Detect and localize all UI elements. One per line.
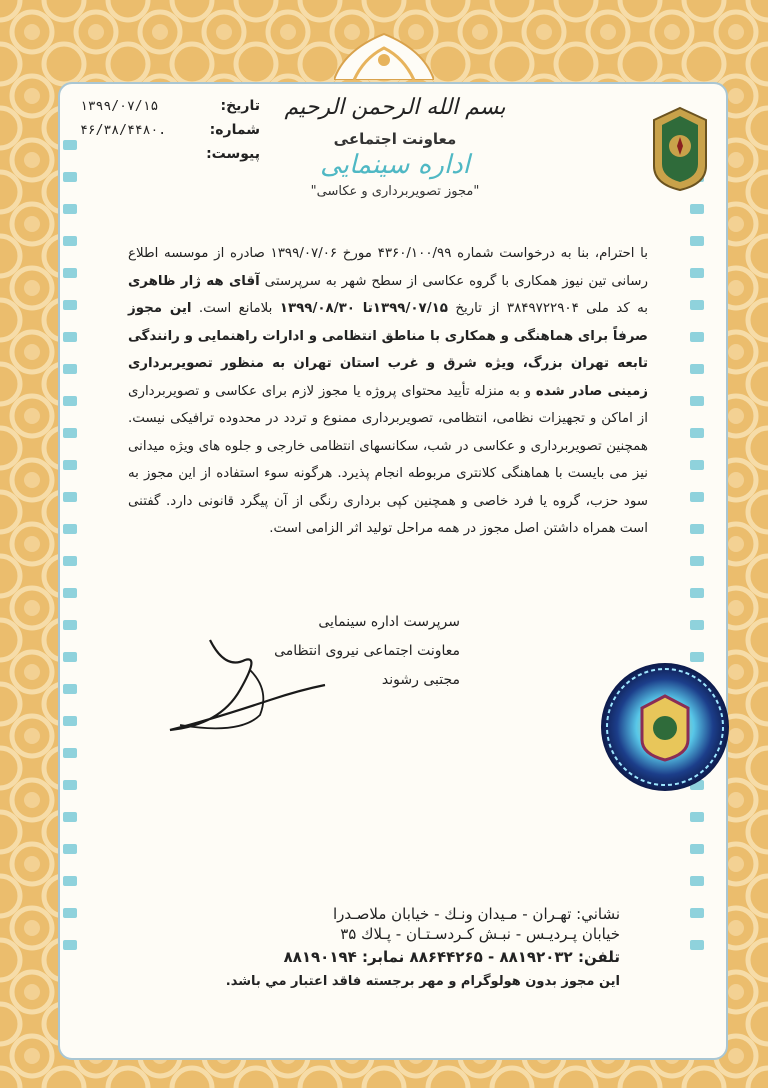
body-no-objection: بلامانع است.	[198, 301, 273, 316]
number-row	[80, 118, 260, 142]
filmstrip-left	[63, 140, 77, 970]
body-rest: و به منزله تأیید محتوای پروژه یا مجوز لازم برای عکاسی و تصویربرداری از اماکن و تجهیزات نظامی، انتظامی، تصویربرداری ممنوع و تردد در محدوده ترافیکی نیست. همچنین تصویربرداری و عکاسی در شب، سکانسهای انتظامی خارجی و جلوه های ویژه میدانی نیز می بایست با هماهنگی کلانتری مربوطه انجام پذیرد. هرگونه سوء استفاده از این مجوز به سود حزب، گروه یا فرد خاصی و همچنین کپی برداری رنگی از آن پیگرد قانونی دارد. گفتنی است همراه داشتن اصل مجوز در همه مراحل تولید اثر الزامی است.	[128, 383, 648, 536]
signatory-name: مجتبی رشوند	[381, 672, 460, 688]
signatory-department: معاونت اجتماعی نیروی انتظامی	[274, 643, 460, 659]
department-name: معاونت اجتماعی	[333, 130, 457, 148]
cinema-office-logo: اداره سینمایی	[320, 150, 470, 180]
address-line-2: خيابان پـرديـس - نبـش كـردسـتـان - پـلاك ۳۵	[340, 925, 620, 943]
validity-note: اين مجوز بدون هولوگرام و مهر برجسته فاقد اعتبار مي باشد.	[225, 974, 620, 989]
date-row	[80, 94, 260, 118]
permit-scope: این مجوز صرفاً برای هماهنگی و همکاری با مناطق انتظامی و ادارات راهنمایی و رانندگی تابعه تهران بزرگ، ویژه شرق و غرب استان تهران به منظور تصویربرداری زمینی صادر شده	[128, 301, 648, 399]
permit-title: "مجوز تصویربرداری و عکاسی"	[310, 184, 480, 199]
handwritten-signature-icon	[150, 630, 330, 740]
letter-header	[280, 88, 510, 199]
police-emblem-icon	[650, 106, 710, 192]
signatory-title: سرپرست اداره سینمایی	[318, 614, 460, 630]
date-label: تاریخ:	[220, 98, 260, 114]
phone-fax: تلفن: ۸۸۱۹۲۰۳۲ - ۸۸۶۴۴۲۶۵ نمابر: ۸۸۱۹۰۱۹۴	[283, 948, 620, 966]
number-value: ۴۶/۳۸/۴۴۸۰.	[80, 122, 167, 138]
permit-period: ۱۳۹۹/۰۷/۱۵تا ۱۳۹۹/۰۸/۳۰	[279, 301, 448, 316]
bismillah-calligraphy: بسم الله الرحمن الرحیم	[284, 95, 506, 120]
body-greeting: با احترام، بنا به درخواست شماره ۴۳۶۰/۱۰۰/۹۹ مورخ ۱۳۹۹/۰۷/۰۶ صادره از موسسه اطلاع رسانی تین نیوز همکاری با گروه عکاسی از سطح شهر به سرپرستی	[128, 246, 648, 289]
body-id-text: به کد ملی ۳۸۴۹۷۲۲۹۰۴ از تاریخ	[455, 301, 648, 316]
address-line-1: نشاني: تهـران - مـيدان ونـك - خيابان ملاصـدرا	[333, 905, 620, 923]
letter-body	[128, 240, 648, 543]
letter-footer	[205, 904, 620, 992]
number-label: شماره:	[209, 122, 260, 138]
filmstrip-right	[690, 140, 704, 970]
date-value: ۱۳۹۹/۰۷/۱۵	[80, 98, 159, 114]
letter-meta	[80, 94, 260, 166]
top-ornament-icon	[334, 30, 434, 80]
applicant-name: آقای هه ژار ظاهری	[128, 273, 260, 289]
attachment-label: پیوست:	[206, 146, 260, 162]
attachment-row	[80, 142, 260, 166]
hologram-seal-icon	[598, 660, 732, 794]
